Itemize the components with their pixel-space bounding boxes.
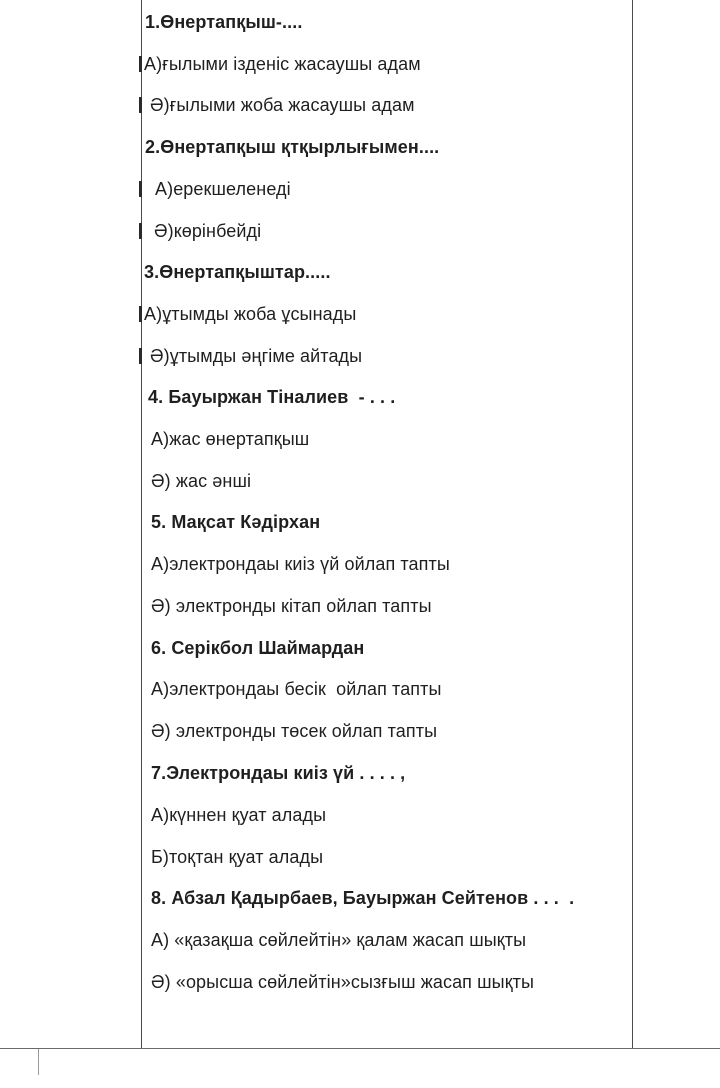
cut-bullet-mark bbox=[139, 223, 142, 239]
question-6-option-a: А)электрондаы бесік ойлап тапты bbox=[151, 679, 442, 699]
left-margin-line bbox=[141, 0, 142, 1049]
cut-bullet-mark bbox=[139, 348, 142, 364]
question-3: 3.Өнертапқыштар..... bbox=[144, 262, 331, 282]
question-6: 6. Серікбол Шаймардан bbox=[151, 638, 365, 658]
question-4-option-a: А)жас өнертапқыш bbox=[151, 429, 310, 449]
question-8: 8. Абзал Қадырбаев, Бауыржан Сейтенов . . . . bbox=[151, 888, 575, 908]
question-2-option-a: А)ерекшеленеді bbox=[155, 179, 291, 199]
question-6-option-b: Ә) электронды төсек ойлап тапты bbox=[151, 721, 438, 741]
bottom-page-edge bbox=[0, 1048, 720, 1049]
question-5: 5. Мақсат Кәдірхан bbox=[151, 512, 321, 532]
question-7: 7.Электрондаы киіз үй . . . . , bbox=[151, 763, 406, 783]
cut-bullet-mark bbox=[139, 306, 142, 322]
question-5-option-a: А)электрондаы киіз үй ойлап тапты bbox=[151, 554, 450, 574]
question-8-option-b: Ә) «орысша сөйлейтін»сызғыш жасап шықты bbox=[151, 972, 535, 992]
right-margin-line bbox=[632, 0, 633, 1049]
question-1-option-b: Ә)ғылыми жоба жасаушы адам bbox=[150, 95, 415, 115]
ruler-tick bbox=[38, 1049, 39, 1075]
question-2-option-b: Ә)көрінбейді bbox=[154, 221, 262, 241]
question-4-option-b: Ә) жас әнші bbox=[151, 471, 252, 491]
question-8-option-a: А) «қазақша сөйлейтін» қалам жасап шықты bbox=[151, 930, 527, 950]
question-4: 4. Бауыржан Тіналиев - . . . bbox=[148, 387, 396, 407]
question-3-option-b: Ә)ұтымды әңгіме айтады bbox=[150, 346, 363, 366]
question-2: 2.Өнертапқыш қтқырлығымен.... bbox=[145, 137, 440, 157]
cut-bullet-mark bbox=[139, 56, 142, 72]
cut-bullet-mark bbox=[139, 181, 142, 197]
question-1: 1.Өнертапқыш-.... bbox=[145, 12, 303, 32]
question-1-option-a: А)ғылыми ізденіс жасаушы адам bbox=[144, 54, 421, 74]
cut-bullet-mark bbox=[139, 97, 142, 113]
question-7-option-a: А)күннен қуат алады bbox=[151, 805, 327, 825]
question-5-option-b: Ә) электронды кітап ойлап тапты bbox=[151, 596, 432, 616]
question-3-option-a: А)ұтымды жоба ұсынады bbox=[144, 304, 357, 324]
question-7-option-b: Б)тоқтан қуат алады bbox=[151, 847, 324, 867]
